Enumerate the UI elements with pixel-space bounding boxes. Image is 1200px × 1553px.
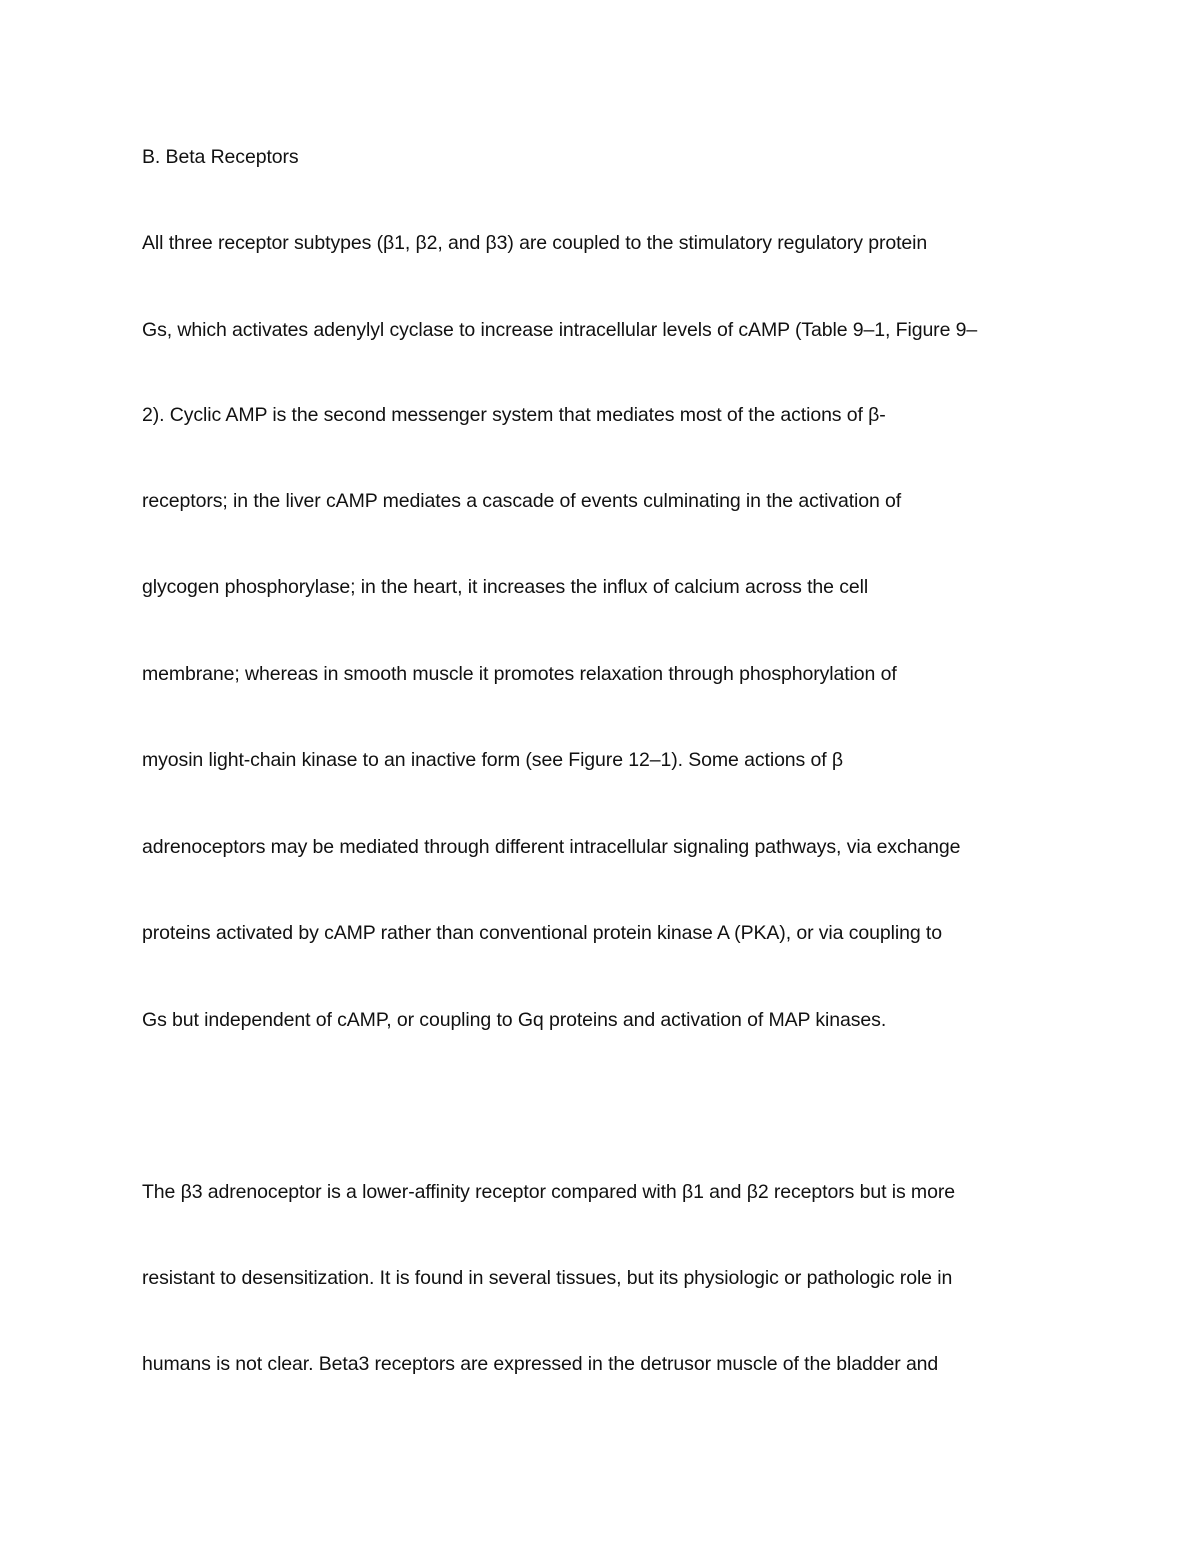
section-heading: B. Beta Receptors bbox=[142, 146, 299, 168]
paragraph-1-line-1: All three receptor subtypes (β1, β2, and β3) are coupled to the stimulatory regulatory protein bbox=[142, 232, 928, 254]
paragraph-1-line-8: adrenoceptors may be mediated through different intracellular signaling pathways, via exchange bbox=[142, 836, 961, 858]
paragraph-1-line-4: receptors; in the liver cAMP mediates a cascade of events culminating in the activation of bbox=[142, 490, 902, 512]
paragraph-2-line-3: humans is not clear. Beta3 receptors are expressed in the detrusor muscle of the bladder and bbox=[142, 1353, 939, 1375]
paragraph-1-line-2: Gs, which activates adenylyl cyclase to increase intracellular levels of cAMP (Table 9–1, Figure 9– bbox=[142, 319, 978, 341]
paragraph-2-line-1: The β3 adrenoceptor is a lower-affinity receptor compared with β1 and β2 receptors but is more bbox=[142, 1181, 955, 1203]
paragraph-1-line-5: glycogen phosphorylase; in the heart, it increases the influx of calcium across the cell bbox=[142, 576, 869, 598]
paragraph-1-line-9: proteins activated by cAMP rather than conventional protein kinase A (PKA), or via coupling to bbox=[142, 922, 942, 944]
paragraph-1-line-3: 2). Cyclic AMP is the second messenger system that mediates most of the actions of β- bbox=[142, 404, 886, 426]
paragraph-1-line-10: Gs but independent of cAMP, or coupling to Gq proteins and activation of MAP kinases. bbox=[142, 1009, 887, 1031]
paragraph-2-line-2: resistant to desensitization. It is found in several tissues, but its physiologic or pathologic role in bbox=[142, 1267, 953, 1289]
paragraph-1-line-7: myosin light-chain kinase to an inactive form (see Figure 12–1). Some actions of β bbox=[142, 749, 844, 771]
paragraph-1-line-6: membrane; whereas in smooth muscle it promotes relaxation through phosphorylation of bbox=[142, 663, 897, 685]
